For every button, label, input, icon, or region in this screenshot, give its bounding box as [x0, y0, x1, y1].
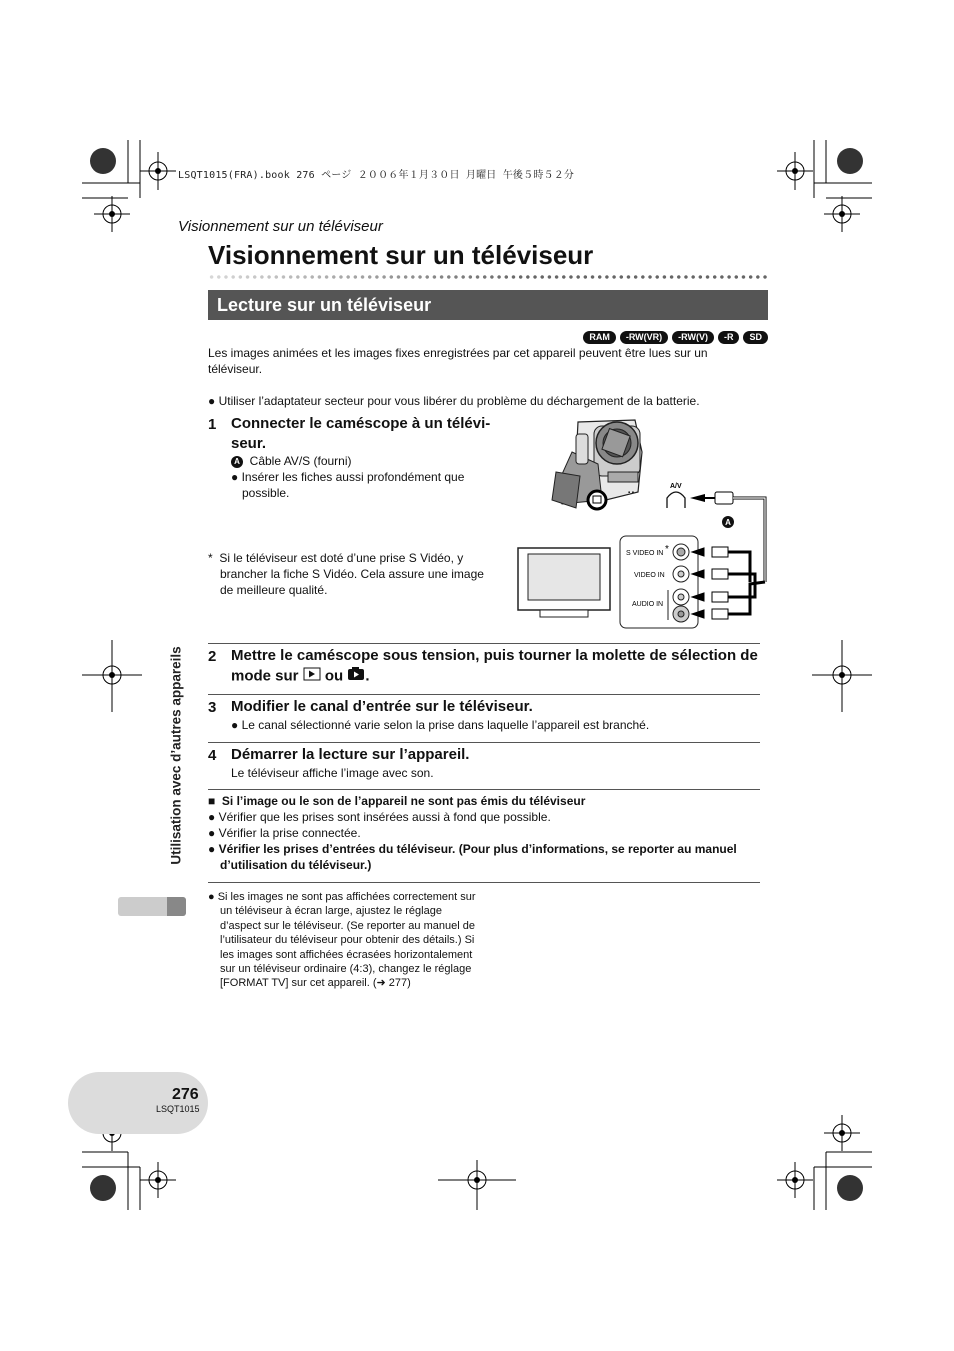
- tv-illustration: [518, 548, 610, 617]
- audio-in-label: AUDIO IN: [632, 601, 664, 608]
- av-label: A/V: [670, 483, 682, 490]
- step3-note-text: Le canal sélectionné varie selon la prise dans laquelle l’appareil est branché.: [241, 718, 650, 732]
- camcorder-illustration: [552, 420, 642, 509]
- bottom-note-text: Si les images ne sont pas affichées correctement sur un téléviseur à écran large, ajustez le réglage d’aspect sur le téléviseur. (Se reporter au manuel de l’utilisateur du téléviseur pour obtenir des détails.) Si les images sont affichées écrasées horizontalement sur un téléviseur ordinaire (4:3), changez le réglage [FORMAT TV] sur cet appareil. (➜ 277): [217, 891, 476, 990]
- dotted-divider: [208, 274, 768, 280]
- label-a-icon: A: [231, 456, 243, 468]
- step3-number: 3: [208, 699, 217, 716]
- page-code: LSQT1015: [156, 1104, 200, 1114]
- step1-cable-text: Câble AV/S (fourni): [249, 454, 352, 468]
- section-title: Lecture sur un téléviseur: [208, 290, 768, 320]
- step4-number: 4: [208, 747, 217, 764]
- step1-cable: [231, 453, 491, 469]
- divider: [208, 643, 760, 644]
- bullet-icon: ●: [208, 891, 215, 903]
- badge-sd: SD: [743, 331, 768, 344]
- svg-text:▪ ▪: ▪ ▪: [628, 490, 634, 496]
- intro-note-text: Utiliser l’adaptateur secteur pour vous libérer du problème du déchargement de la batterie.: [218, 394, 700, 408]
- print-header: LSQT1015(FRA).book 276 ページ ２００６年１月３０日 月曜日 午後５時５２分: [178, 170, 575, 181]
- side-tab-text: Utilisation avec d’autres appareils: [168, 646, 184, 865]
- av-port: [667, 492, 685, 508]
- step4-note: Le téléviseur affiche l’image avec son.: [231, 766, 434, 780]
- divider: [208, 694, 760, 695]
- badge-rw-vr: -RW(VR): [620, 331, 668, 344]
- step2-number: 2: [208, 648, 217, 665]
- bullet-icon: ●: [208, 810, 216, 824]
- trouble-heading: [208, 793, 763, 809]
- trouble-item: ● Vérifier les prises d’entrées du téléviseur. (Pour plus d’informations, se reporter au manuel d’utilisation du téléviseur.): [208, 842, 737, 872]
- star-mark: *: [665, 544, 669, 555]
- step1-title: Connecter le caméscope à un télévi-seur.: [231, 415, 491, 452]
- divider: [208, 789, 760, 790]
- divider: [208, 882, 760, 883]
- side-tab: [167, 630, 185, 890]
- bottom-note: [208, 890, 482, 991]
- connection-diagram: [510, 412, 780, 634]
- trouble-item: ● Vérifier que les prises sont insérées aussi à fond que possible.: [208, 810, 551, 824]
- badge-ram: RAM: [583, 331, 616, 344]
- trouble-item: ● Vérifier la prise connectée.: [208, 826, 361, 840]
- svg-text:A: A: [725, 518, 731, 527]
- step1-number: 1: [208, 416, 217, 433]
- bullet-icon: ●: [231, 718, 239, 732]
- tv-input-panel: [620, 536, 698, 628]
- video-in-label: VIDEO IN: [634, 572, 665, 579]
- footnote-text: Si le téléviseur est doté d’une prise S Vidéo, y brancher la fiche S Vidéo. Cela assure une image de meilleure qualité.: [219, 551, 484, 597]
- play-mode-icon: [303, 667, 321, 687]
- divider: [208, 742, 760, 743]
- badge-rw-v: -RW(V): [672, 331, 714, 344]
- running-head: Visionnement sur un téléviseur: [178, 218, 383, 235]
- trouble-heading-text: Si l’image ou le son de l’appareil ne sont pas émis du téléviseur: [221, 794, 586, 808]
- step3-note: [231, 717, 761, 733]
- step4-title: Démarrer la lecture sur l’appareil.: [231, 746, 470, 763]
- bullet-icon: ●: [208, 826, 216, 840]
- bullet-icon: ●: [208, 394, 216, 408]
- footnote: [208, 550, 495, 598]
- step2-text-a: Mettre le caméscope sous tension, puis tourner la molette de sélection de mode sur: [231, 647, 758, 685]
- step1-note: [231, 469, 504, 501]
- intro-text: Les images animées et les images fixes enregistrées par cet appareil peuvent être lues sur un téléviseur.: [208, 346, 708, 376]
- bullet-icon: ●: [208, 842, 216, 856]
- step3-title: Modifier le canal d’entrée sur le téléviseur.: [231, 698, 533, 715]
- step2-text-c: .: [365, 667, 370, 685]
- badge-r: -R: [718, 331, 740, 344]
- chapter-tab-marker: [167, 897, 186, 916]
- page-title: Visionnement sur un téléviseur: [208, 240, 594, 270]
- tv-plugs: [692, 547, 765, 619]
- media-badges: [583, 331, 768, 344]
- footnote-mark: *: [208, 551, 213, 565]
- intro-note: [208, 393, 768, 409]
- trouble-section: [208, 793, 763, 873]
- step2-text-b: ou: [324, 667, 344, 685]
- s-video-label: S VIDEO IN: [626, 550, 664, 557]
- step2-text: [231, 646, 771, 687]
- square-bullet-icon: ■: [208, 794, 216, 808]
- step1-note-text: Insérer les fiches aussi profondément que possible.: [241, 470, 465, 500]
- bullet-icon: ●: [231, 470, 239, 484]
- picture-playback-icon: [347, 666, 365, 687]
- page-number: 276: [172, 1086, 199, 1103]
